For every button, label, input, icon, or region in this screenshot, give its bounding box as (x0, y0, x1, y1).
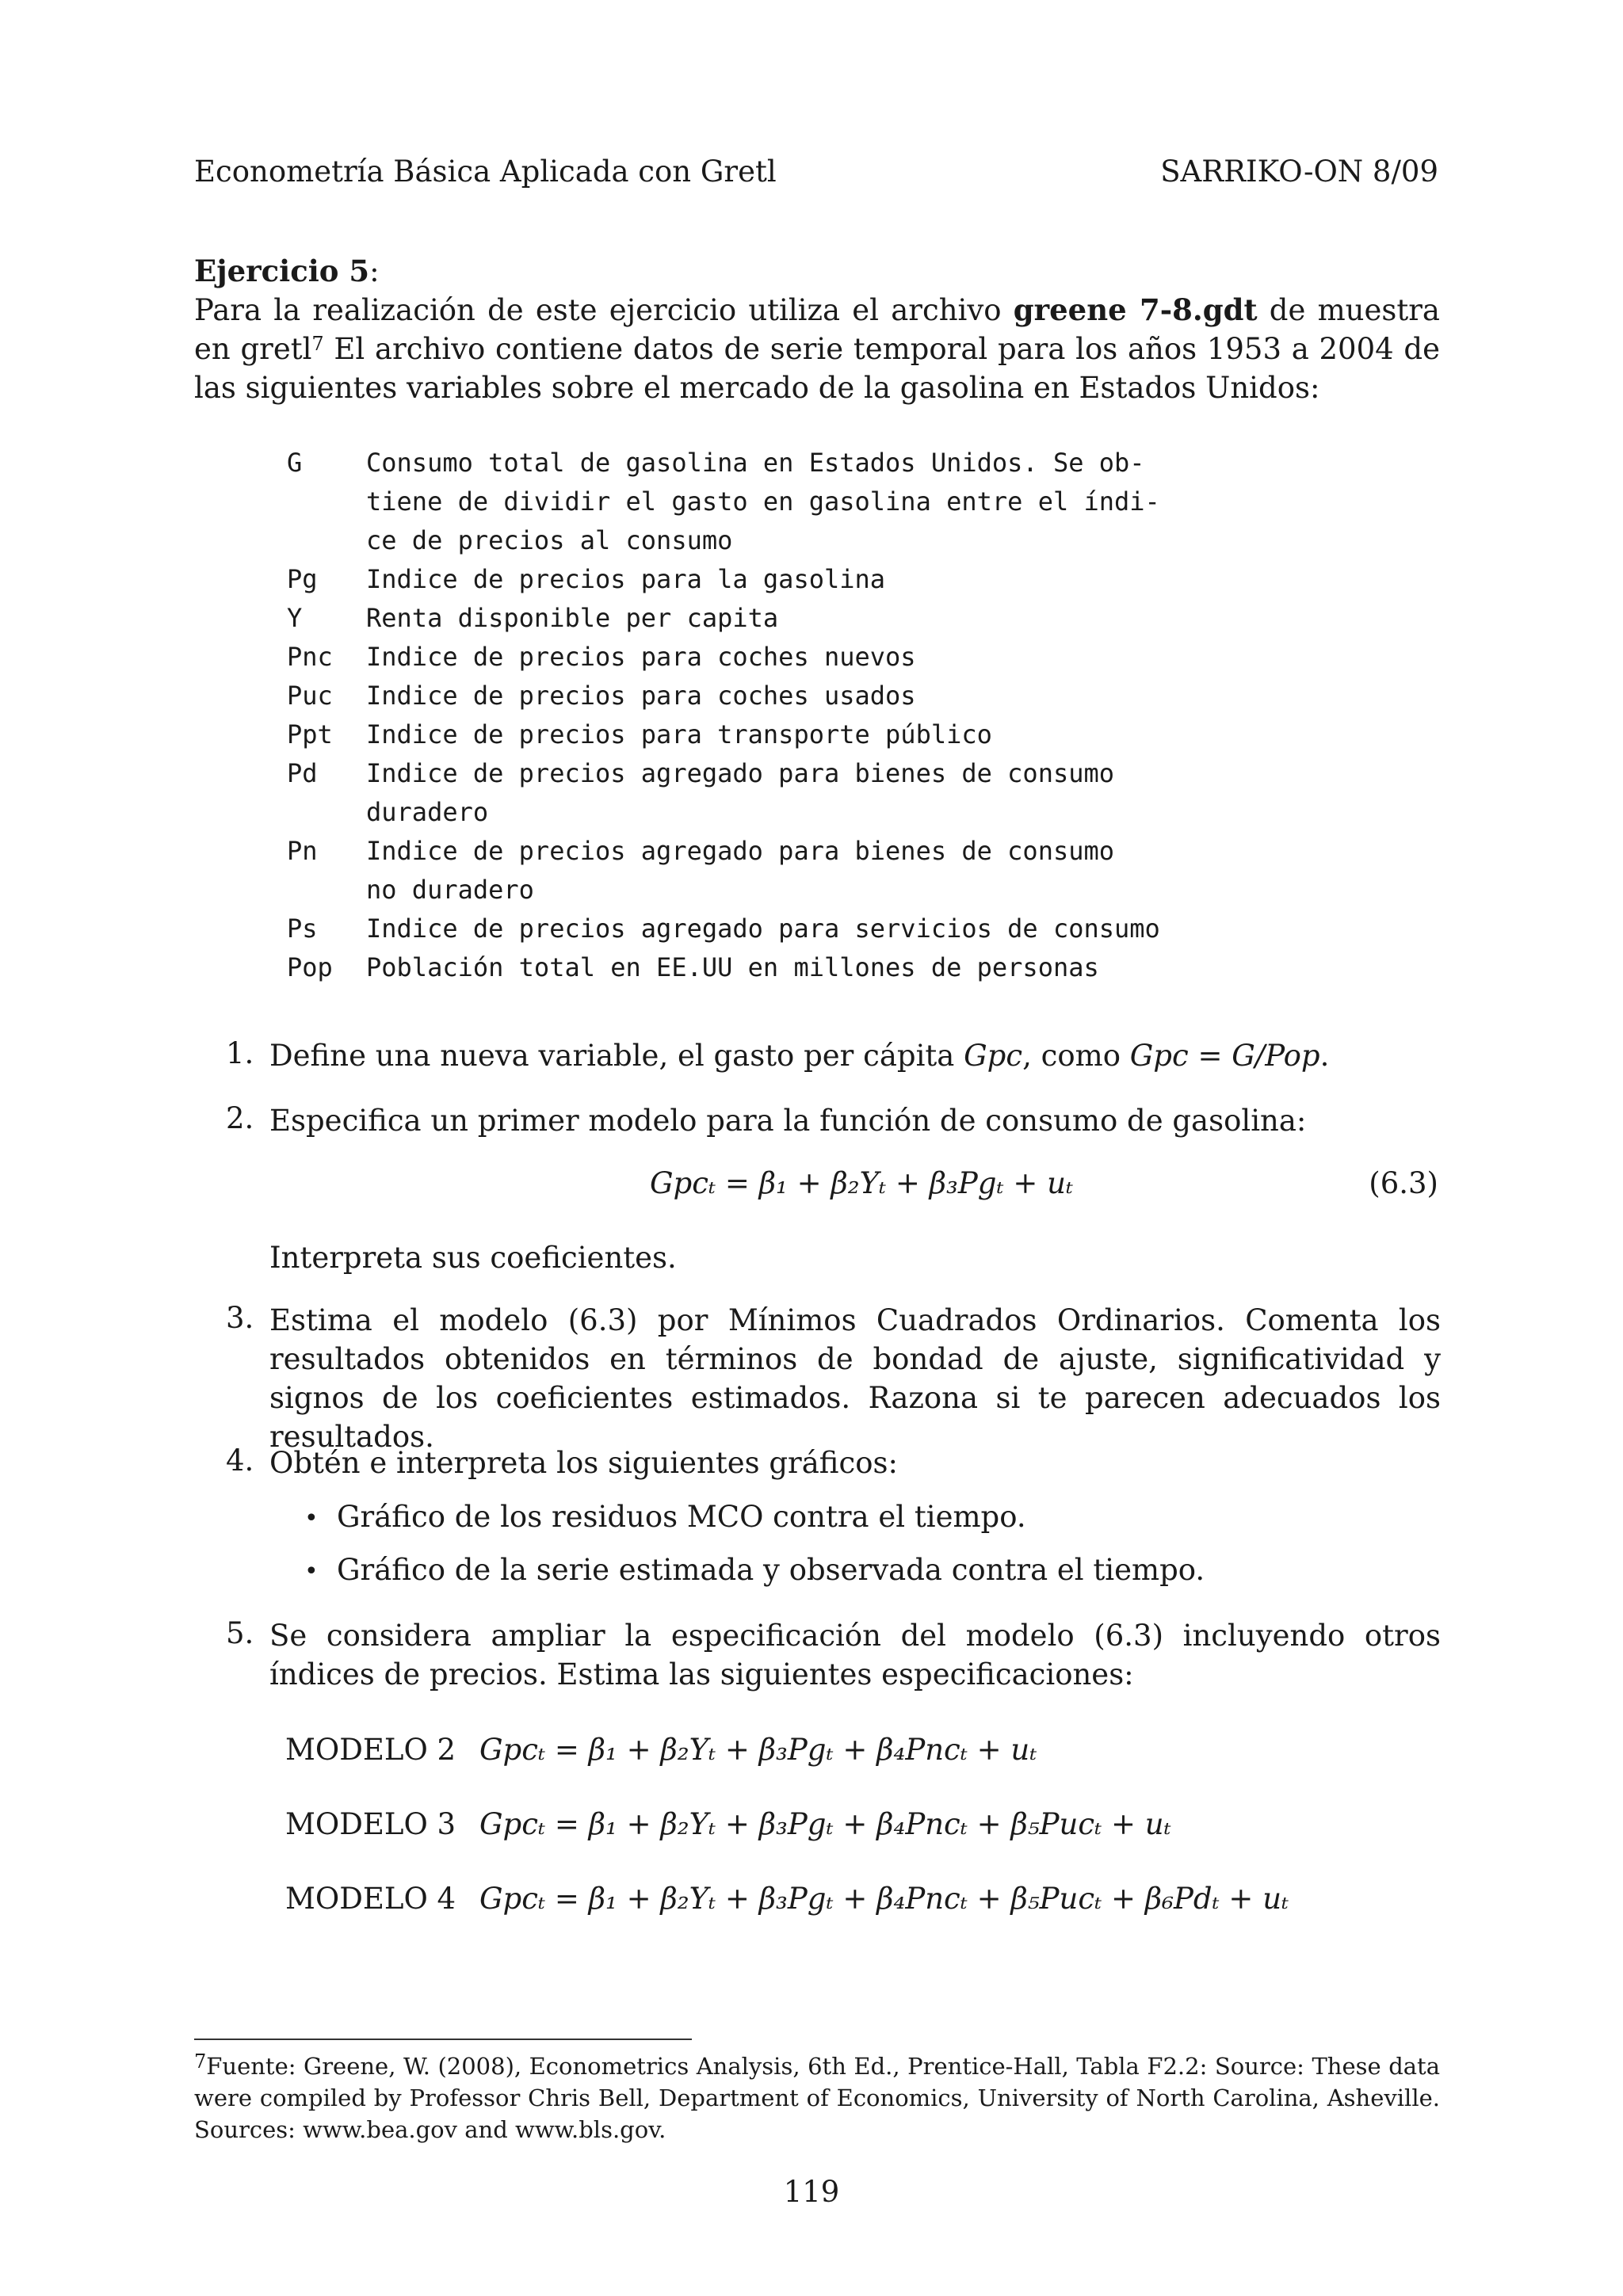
item-4-text: Obtén e interpreta los siguientes gráficos: (269, 1446, 898, 1480)
variable-row (287, 948, 1254, 987)
page-number: 119 (783, 2175, 840, 2209)
exercise-title-suffix: : (369, 254, 380, 288)
item-1-part: Define una nueva variable, el gasto per cápita (269, 1039, 964, 1073)
description-line: ce de precios al consumo (366, 525, 733, 555)
bullet-item: Gráfico de los residuos MCO contra el tiempo. (337, 1500, 1026, 1534)
footnote (194, 2050, 1440, 2145)
variable-name: Ps (287, 913, 318, 944)
equation-6-3: Gpcₜ = β₁ + β₂Yₜ + β₃Pgₜ + uₜ (650, 1166, 1074, 1200)
variable-row (287, 910, 1254, 948)
exercise-title: Ejercicio 5 (194, 254, 370, 288)
item-number: 4. (226, 1444, 254, 1478)
item-2-text: Especifica un primer modelo para la función de consumo de gasolina: (269, 1104, 1307, 1138)
description-line: duradero (366, 797, 489, 827)
item-number: 5. (226, 1616, 254, 1650)
math-inline: Gpc = G/Pop (1129, 1039, 1320, 1073)
variable-row (287, 677, 1254, 715)
description-line: no duradero (366, 875, 534, 905)
intro-text-2: de muestra en gretl (194, 293, 1440, 366)
variable-name: Pnc (287, 642, 333, 672)
bullet-icon: • (304, 1505, 319, 1532)
running-header-series: SARRIKO-ON 8/09 (1160, 154, 1438, 189)
variable-description: Renta disponible per capita (366, 603, 779, 633)
description-line: tiene de dividir el gasto en gasolina entre el índi- (366, 486, 1160, 517)
variable-name: Puc (287, 681, 333, 711)
variable-name: Pg (287, 564, 318, 594)
equation-label: (6.3) (1369, 1166, 1438, 1200)
footnote-rule (194, 2039, 692, 2040)
item-2-followup: Interpreta sus coeficientes. (269, 1241, 677, 1275)
variable-description: Indice de precios para coches usados (366, 681, 916, 711)
variable-description (366, 754, 1254, 832)
item-3-text: Estima el modelo (6.3) por Mínimos Cuadrados Ordinarios. Comenta los resultados obtenidos en términos de bondad de ajuste, significatividad y signos de los coeficientes estimados. Razona si te parecen adecuados los resultados. (269, 1303, 1441, 1454)
running-header-title: Econometría Básica Aplicada con Gretl (194, 154, 777, 189)
footnote-text: Fuente: Greene, W. (2008), Econometrics Analysis, 6th Ed., Prentice-Hall, Tabla F2.2: Source: These data were compiled by Professor Chris Bell, Department of Economics, University of North Carolina, Asheville. Sources: www.bea.gov and www.bls.gov. (194, 2053, 1440, 2143)
bullet-icon: • (304, 1558, 319, 1585)
item-1-text (269, 1036, 1441, 1075)
variable-description: Indice de precios agregado para servicios de consumo (366, 913, 1160, 944)
bullet-item: Gráfico de la serie estimada y observada contra el tiempo. (337, 1553, 1205, 1587)
model-label: MODELO 3 (285, 1807, 456, 1841)
model-equation: Gpcₜ = β₁ + β₂Yₜ + β₃Pgₜ + β₄Pncₜ + β₅Pucₜ + β₆Pdₜ + uₜ (479, 1882, 1289, 1916)
variable-row (287, 444, 1254, 560)
variable-description: Indice de precios para coches nuevos (366, 642, 916, 672)
variable-name: Y (287, 603, 303, 633)
data-file-name: greene 7-8.gdt (1013, 292, 1258, 327)
model-equation: Gpcₜ = β₁ + β₂Yₜ + β₃Pgₜ + β₄Pncₜ + uₜ (479, 1733, 1037, 1767)
item-1-part: . (1319, 1039, 1330, 1073)
variable-name: Ppt (287, 719, 333, 749)
description-line: Indice de precios agregado para bienes de consumo (366, 758, 1115, 788)
variable-table (287, 444, 1254, 987)
item-5-text: Se considera ampliar la especificación del modelo (6.3) incluyendo otros índices de precios. Estima las siguientes especificaciones: (269, 1619, 1441, 1691)
variable-name: Pn (287, 836, 318, 866)
footnote-mark: 7 (194, 2050, 207, 2073)
variable-row (287, 754, 1254, 832)
variable-name: G (287, 448, 303, 478)
model-label: MODELO 2 (285, 1733, 456, 1767)
footnote-reference: 7 (311, 333, 324, 355)
variable-row (287, 560, 1254, 599)
variable-description: Indice de precios para la gasolina (366, 564, 886, 594)
variable-row (287, 638, 1254, 677)
item-number: 3. (226, 1301, 254, 1335)
exercise-heading (194, 252, 1440, 291)
item-number: 1. (226, 1036, 254, 1070)
variable-row (287, 832, 1254, 910)
variable-row (287, 715, 1254, 754)
math-inline: Gpc (964, 1039, 1023, 1073)
item-1-part: , como (1022, 1039, 1130, 1073)
item-number: 2. (226, 1101, 254, 1135)
variable-description (366, 832, 1254, 910)
model-equation: Gpcₜ = β₁ + β₂Yₜ + β₃Pgₜ + β₄Pncₜ + β₅Pucₜ + uₜ (479, 1807, 1171, 1841)
variable-row (287, 599, 1254, 638)
intro-text-1: Para la realización de este ejercicio utiliza el archivo (194, 293, 1014, 327)
description-line: Indice de precios agregado para bienes de consumo (366, 836, 1115, 866)
variable-name: Pop (287, 952, 333, 982)
exercise-intro (194, 291, 1440, 407)
description-line: Consumo total de gasolina en Estados Unidos. Se ob- (366, 448, 1145, 478)
variable-description: Población total en EE.UU en millones de personas (366, 952, 1099, 982)
variable-description: Indice de precios para transporte público (366, 719, 992, 749)
model-label: MODELO 4 (285, 1882, 456, 1916)
variable-name: Pd (287, 758, 318, 788)
variable-description (366, 444, 1254, 560)
intro-text-3: El archivo contiene datos de serie temporal para los años 1953 a 2004 de las siguientes variables sobre el mercado de la gasolina en Estados Unidos: (194, 332, 1440, 405)
